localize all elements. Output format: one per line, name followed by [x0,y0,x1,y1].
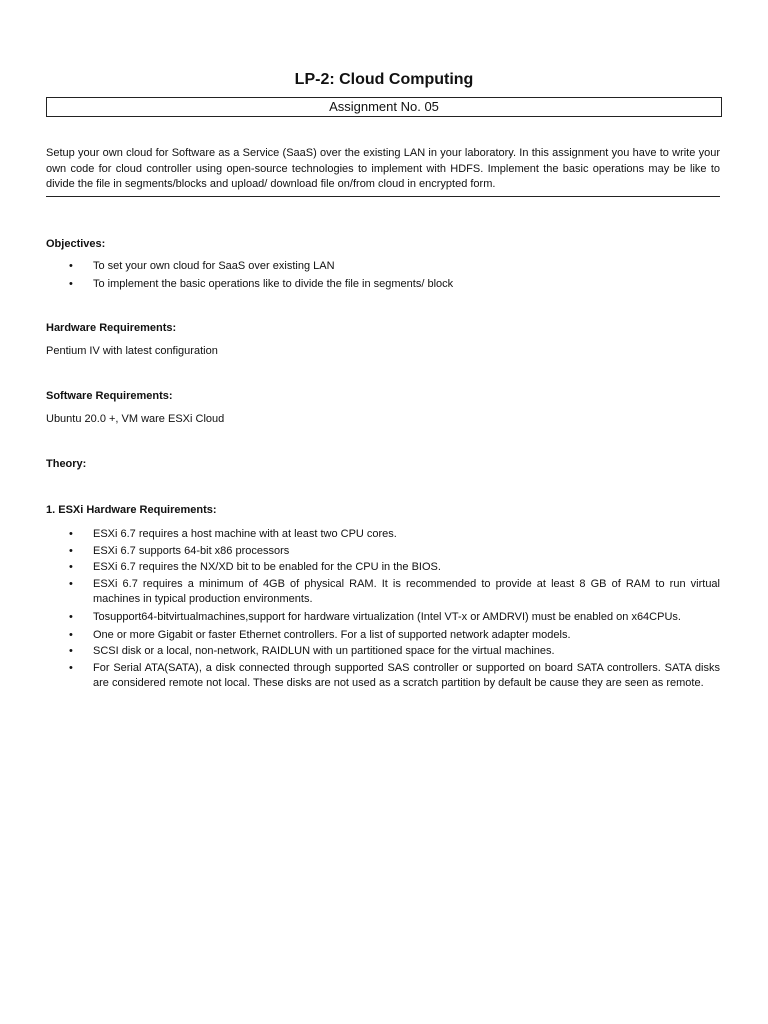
hardware-requirements-text: Pentium IV with latest configuration [46,345,218,357]
description-divider [46,196,720,197]
esxi-requirements-heading: 1. ESXi Hardware Requirements: [46,504,217,516]
list-item [46,577,720,608]
bullet-icon: • [69,628,73,641]
list-item [46,560,720,576]
bullet-icon: • [69,610,73,623]
requirement-text: ESXi 6.7 requires a minimum of 4GB of physical RAM. It is recommended to provide at least 8 GB of RAM to run virtual machines in typical production environments. [93,577,720,606]
software-requirements-text: Ubuntu 20.0 +, VM ware ESXi Cloud [46,413,225,425]
bullet-icon: • [69,661,73,674]
bullet-icon: • [69,277,73,290]
requirement-text: SCSI disk or a local, non-network, RAIDLUN with un partitioned space for the virtual machines. [93,645,555,658]
bullet-icon: • [69,260,73,272]
bullet-icon: • [69,561,73,574]
bullet-icon: • [69,544,73,557]
list-item [46,610,720,626]
assignment-description: Setup your own cloud for Software as a Service (SaaS) over the existing LAN in your laboratory. In this assignment you have to write your own code for cloud controller using open-source technologies to implement with HDFS. Implement the basic operations may be like to divide the file in segments/blocks and upload/ download file on/from cloud in encrypted form. [46,147,720,191]
bullet-icon: • [69,645,73,658]
requirement-text: Tosupport64-bitvirtualmachines,support for hardware virtualization (Intel VT-x or AMDRVI) must be enabled on x64CPUs. [93,610,681,623]
bullet-icon: • [69,528,73,540]
requirement-text: For Serial ATA(SATA), a disk connected through supported SAS controller or supported on board SATA controllers. SATA disks are considered remote not local. These disks are not used as a scratch partition by default be cause they are seen as remote. [93,661,720,690]
list-item [46,628,720,644]
theory-heading: Theory: [46,458,87,470]
list-item [46,661,720,692]
software-requirements-heading: Software Requirements: [46,390,173,402]
requirement-text: ESXi 6.7 requires the NX/XD bit to be enabled for the CPU in the BIOS. [93,561,441,574]
objective-text: To implement the basic operations like to divide the file in segments/ block [93,277,454,290]
objectives-heading: Objectives: [46,238,106,250]
document-title: LP-2: Cloud Computing [294,71,474,88]
objectives-list [46,259,720,292]
list-item [46,527,720,543]
requirement-text: ESXi 6.7 requires a host machine with at least two CPU cores. [93,528,397,540]
list-item [46,259,720,275]
assignment-number-box: Assignment No. 05 [46,97,722,117]
requirement-text: ESXi 6.7 supports 64-bit x86 processors [93,544,290,557]
list-item [46,644,720,660]
objective-text: To set your own cloud for SaaS over existing LAN [93,260,335,272]
requirement-text: One or more Gigabit or faster Ethernet controllers. For a list of supported network adapter models. [93,628,571,641]
esxi-requirements-list [46,527,720,692]
list-item [46,544,720,560]
document-page [46,0,722,1024]
list-item [46,277,720,293]
bullet-icon: • [69,577,73,590]
hardware-requirements-heading: Hardware Requirements: [46,322,177,334]
